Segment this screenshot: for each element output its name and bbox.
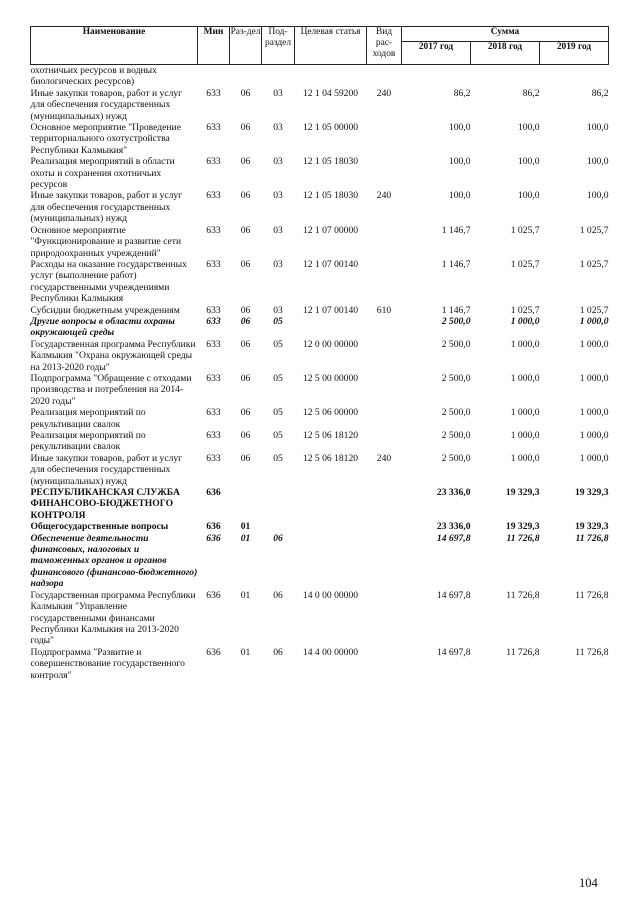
row-razdel: 06 xyxy=(240,258,251,270)
row-vid-rashodov xyxy=(367,590,402,647)
row-podrazdel xyxy=(262,65,295,88)
row-vid-rashodov xyxy=(367,316,402,339)
row-min: 633 xyxy=(206,304,221,316)
row-celevaya-statya: 12 1 05 18030 xyxy=(302,190,359,202)
row-celevaya-statya xyxy=(295,521,367,532)
header-year-2019: 2019 год xyxy=(540,42,609,65)
row-razdel: 06 xyxy=(240,315,251,327)
row-min: 636 xyxy=(206,646,221,658)
row-sum-2018: 1 000,0 xyxy=(510,430,540,441)
row-min: 633 xyxy=(206,315,221,327)
row-sum-2018: 11 726,8 xyxy=(506,532,540,544)
row-sum-2019: 19 329,3 xyxy=(574,487,609,499)
row-vid-rashodov xyxy=(367,373,402,407)
row-celevaya-statya: 14 4 00 00000 xyxy=(302,646,359,658)
row-sum-2019: 1 025,7 xyxy=(579,304,609,316)
row-name: Государственная программа Республики Калмыкия "Управление государственными финансами Республики Калмыкия на 2013-2020 годы" xyxy=(30,589,196,647)
row-min: 633 xyxy=(206,156,221,168)
row-podrazdel: 06 xyxy=(273,589,283,601)
row-name: Основное мероприятие "Функционирование и развитие сети природоохранных учреждений" xyxy=(30,224,182,259)
header-summa: Сумма xyxy=(402,27,609,42)
row-name: Иные закупки товаров, работ и услуг для обеспечения государственных (муниципальных) нужд xyxy=(30,190,183,225)
row-vid-rashodov xyxy=(367,430,402,453)
row-razdel: 01 xyxy=(240,646,251,658)
row-sum-2017: 2 500,0 xyxy=(441,452,471,464)
row-podrazdel: 05 xyxy=(273,338,283,350)
table-row xyxy=(31,156,609,190)
row-celevaya-statya: 12 1 04 59200 xyxy=(302,87,359,99)
row-min: 633 xyxy=(206,190,221,202)
row-podrazdel: 03 xyxy=(273,122,283,134)
row-sum-2019: 1 025,7 xyxy=(579,224,609,236)
table-row xyxy=(31,316,609,339)
row-min: 633 xyxy=(206,258,221,270)
row-sum-2019: 1 000,0 xyxy=(579,430,609,441)
row-razdel: 06 xyxy=(240,87,251,99)
row-celevaya-statya: 12 5 00 00000 xyxy=(302,372,359,384)
row-min: 633 xyxy=(206,452,221,464)
row-name: Субсидии бюджетным учреждениям xyxy=(30,304,180,316)
row-min: 636 xyxy=(206,589,221,601)
header-celevaya-statya: Целевая статья xyxy=(295,27,367,65)
header-year-2018: 2018 год xyxy=(471,42,540,65)
row-celevaya-statya: 12 0 00 00000 xyxy=(302,338,359,350)
row-podrazdel xyxy=(262,521,295,532)
row-razdel: 01 xyxy=(240,589,251,601)
row-sum-2017: 1 146,7 xyxy=(441,304,471,316)
row-vid-rashodov xyxy=(367,407,402,430)
row-sum-2018: 100,0 xyxy=(517,122,540,134)
row-sum-2018: 11 726,8 xyxy=(506,646,540,658)
row-podrazdel: 06 xyxy=(273,532,283,544)
row-razdel: 06 xyxy=(240,304,251,316)
table-row xyxy=(31,407,609,430)
header-min: Мин xyxy=(198,27,230,65)
row-sum-2018: 1 025,7 xyxy=(510,304,540,316)
row-sum-2017: 1 146,7 xyxy=(441,224,471,236)
row-razdel: 06 xyxy=(240,156,251,168)
row-sum-2018: 1 025,7 xyxy=(510,258,540,270)
row-name: Иные закупки товаров, работ и услуг для обеспечения государственных (муниципальных) нужд xyxy=(30,87,183,122)
row-sum-2019: 1 000,0 xyxy=(579,372,609,384)
row-podrazdel: 06 xyxy=(273,646,283,658)
row-sum-2019 xyxy=(540,65,609,88)
row-name: Реализация мероприятий по рекультивации свалок xyxy=(30,407,146,430)
row-sum-2018: 19 329,3 xyxy=(505,521,540,533)
row-min: 633 xyxy=(206,338,221,350)
header-name: Наименование xyxy=(31,27,198,65)
row-razdel xyxy=(230,65,262,88)
row-vid-rashodov xyxy=(367,521,402,532)
row-sum-2018: 1 000,0 xyxy=(510,452,540,464)
row-vid-rashodov xyxy=(367,259,402,305)
table-row xyxy=(31,259,609,305)
row-sum-2017: 86,2 xyxy=(453,87,471,99)
row-name: Обеспечение деятельности финансовых, налоговых и таможенных органов и органов финансового (финансово-бюджетного) надзора xyxy=(30,532,198,590)
row-vid-rashodov xyxy=(367,122,402,156)
row-sum-2017: 2 500,0 xyxy=(441,315,471,327)
row-min: 633 xyxy=(206,372,221,384)
row-min: 636 xyxy=(206,532,221,544)
row-sum-2019: 19 329,3 xyxy=(574,521,609,533)
row-sum-2018: 86,2 xyxy=(522,87,540,99)
budget-table xyxy=(30,26,609,681)
row-sum-2017: 23 336,0 xyxy=(436,521,471,533)
row-vid-rashodov xyxy=(367,533,402,590)
row-sum-2017: 14 697,8 xyxy=(436,646,471,658)
row-razdel: 01 xyxy=(240,532,251,544)
row-name: Реализация мероприятий по рекультивации свалок xyxy=(30,430,146,453)
table-row xyxy=(31,225,609,259)
row-sum-2017: 2 500,0 xyxy=(441,407,471,419)
row-razdel: 01 xyxy=(240,521,251,533)
table-row xyxy=(31,487,609,521)
row-vid-rashodov: 240 xyxy=(376,190,392,202)
row-razdel: 06 xyxy=(240,224,251,236)
row-name: Расходы на оказание государственных услуг (выполнение работ) государственными учреждениями Республики Калмыкия xyxy=(30,258,187,305)
row-celevaya-statya: 12 1 07 00000 xyxy=(302,224,359,236)
row-name: охотничьих ресурсов и водных биологических ресурсов) xyxy=(30,65,157,88)
row-razdel: 06 xyxy=(240,122,251,134)
table-row xyxy=(31,339,609,373)
row-name: Подпрограмма "Развитие и совершенствование государственного контроля" xyxy=(30,646,185,681)
row-sum-2017: 14 697,8 xyxy=(436,589,471,601)
row-sum-2017: 100,0 xyxy=(448,156,471,168)
row-podrazdel xyxy=(262,487,295,521)
row-name: Реализация мероприятий в области охоты и сохранения охотничьих ресурсов xyxy=(30,156,175,191)
row-vid-rashodov: 240 xyxy=(376,452,392,464)
row-sum-2019: 86,2 xyxy=(591,87,609,99)
row-sum-2019: 1 000,0 xyxy=(579,407,609,419)
row-sum-2019: 11 726,8 xyxy=(575,646,609,658)
row-celevaya-statya: 12 5 06 18120 xyxy=(302,452,359,464)
row-name: Иные закупки товаров, работ и услуг для обеспечения государственных (муниципальных) нужд xyxy=(30,452,183,487)
table-row xyxy=(31,373,609,407)
table-row xyxy=(31,647,609,681)
table-row xyxy=(31,65,609,88)
row-razdel: 06 xyxy=(240,372,251,384)
table-row xyxy=(31,453,609,487)
row-celevaya-statya: 12 1 07 00140 xyxy=(302,304,359,316)
row-name: Государственная программа Республики Калмыкия "Охрана окружающей среды на 2013-2020 годы" xyxy=(30,338,196,373)
row-sum-2019: 1 025,7 xyxy=(579,258,609,270)
row-vid-rashodov xyxy=(367,156,402,190)
row-vid-rashodov xyxy=(367,647,402,681)
row-razdel: 06 xyxy=(240,407,251,419)
row-sum-2017: 1 146,7 xyxy=(441,258,471,270)
row-celevaya-statya: 12 1 07 00140 xyxy=(302,258,359,270)
row-podrazdel: 03 xyxy=(273,304,283,316)
row-razdel: 06 xyxy=(240,190,251,202)
row-sum-2018: 1 000,0 xyxy=(510,372,540,384)
header-podrazdel: Под-раздел xyxy=(262,27,295,65)
row-sum-2017: 100,0 xyxy=(448,122,471,134)
row-min: 633 xyxy=(206,430,221,441)
row-sum-2018 xyxy=(471,65,540,88)
row-sum-2018: 11 726,8 xyxy=(506,589,540,601)
row-razdel xyxy=(230,487,262,521)
row-sum-2019: 11 726,8 xyxy=(575,532,609,544)
row-vid-rashodov xyxy=(367,225,402,259)
row-min: 633 xyxy=(206,224,221,236)
row-sum-2019: 11 726,8 xyxy=(575,589,609,601)
header-razdel: Раз-дел xyxy=(230,27,262,65)
row-sum-2019: 1 000,0 xyxy=(579,452,609,464)
row-vid-rashodov xyxy=(367,487,402,521)
row-name: Основное мероприятие "Проведение территориального охотустройства Республики Калмыкия" xyxy=(30,122,181,156)
page-number: 104 xyxy=(579,876,598,890)
row-vid-rashodov: 610 xyxy=(376,304,392,316)
table-row xyxy=(31,190,609,224)
row-sum-2017: 14 697,8 xyxy=(436,532,471,544)
row-podrazdel: 03 xyxy=(273,156,283,168)
row-podrazdel: 05 xyxy=(273,407,283,419)
row-sum-2018: 1 000,0 xyxy=(510,315,540,327)
table-row xyxy=(31,305,609,316)
row-podrazdel: 03 xyxy=(273,258,283,270)
row-sum-2019: 100,0 xyxy=(586,190,609,202)
row-podrazdel: 05 xyxy=(273,315,283,327)
row-razdel: 06 xyxy=(240,452,251,464)
table-row xyxy=(31,533,609,590)
row-name: Общегосударственные вопросы xyxy=(30,521,169,533)
row-sum-2018: 100,0 xyxy=(517,190,540,202)
row-sum-2019: 1 000,0 xyxy=(579,338,609,350)
row-sum-2017: 2 500,0 xyxy=(441,430,471,441)
row-min xyxy=(198,65,230,88)
row-celevaya-statya: 14 0 00 00000 xyxy=(302,589,359,601)
row-podrazdel: 03 xyxy=(273,87,283,99)
header-year-2017: 2017 год xyxy=(402,42,471,65)
row-min: 636 xyxy=(206,487,221,499)
row-sum-2018: 19 329,3 xyxy=(505,487,540,499)
row-sum-2019: 100,0 xyxy=(586,156,609,168)
table-row xyxy=(31,521,609,532)
row-celevaya-statya xyxy=(295,533,367,590)
row-sum-2019: 100,0 xyxy=(586,122,609,134)
table-row xyxy=(31,590,609,647)
row-razdel: 06 xyxy=(240,338,251,350)
table-body xyxy=(31,65,609,681)
row-min: 633 xyxy=(206,407,221,419)
row-podrazdel: 05 xyxy=(273,372,283,384)
row-sum-2017: 2 500,0 xyxy=(441,338,471,350)
row-vid-rashodov xyxy=(367,339,402,373)
row-min: 633 xyxy=(206,87,221,99)
row-sum-2017: 2 500,0 xyxy=(441,372,471,384)
row-name: Подпрограмма "Обращение с отходами производства и потребления на 2014-2020 годы" xyxy=(30,372,192,407)
row-celevaya-statya xyxy=(295,316,367,339)
row-sum-2018: 1 000,0 xyxy=(510,407,540,419)
table-row xyxy=(31,88,609,122)
row-sum-2018: 100,0 xyxy=(517,156,540,168)
row-celevaya-statya xyxy=(295,65,367,88)
row-sum-2018: 1 000,0 xyxy=(510,338,540,350)
row-vid-rashodov: 240 xyxy=(376,87,392,99)
row-name: Другие вопросы в области охраны окружающей среды xyxy=(30,315,175,339)
row-vid-rashodov xyxy=(367,65,402,88)
table-row xyxy=(31,430,609,453)
row-razdel: 06 xyxy=(240,430,251,441)
row-sum-2018: 1 025,7 xyxy=(510,224,540,236)
row-name: РЕСПУБЛИКАНСКАЯ СЛУЖБА ФИНАНСОВО-БЮДЖЕТНОГО КОНТРОЛЯ xyxy=(30,487,180,521)
row-podrazdel: 03 xyxy=(273,224,283,236)
row-podrazdel: 05 xyxy=(273,452,283,464)
row-min: 636 xyxy=(206,521,221,533)
row-sum-2017 xyxy=(402,65,471,88)
header-vid-rashodov: Вид рас-ходов xyxy=(367,27,402,65)
row-celevaya-statya: 12 5 06 18120 xyxy=(302,430,359,441)
table-row xyxy=(31,122,609,156)
row-podrazdel: 05 xyxy=(273,430,283,441)
row-celevaya-statya xyxy=(295,487,367,521)
row-celevaya-statya: 12 1 05 18030 xyxy=(302,156,359,168)
row-podrazdel: 03 xyxy=(273,190,283,202)
row-sum-2017: 100,0 xyxy=(448,190,471,202)
row-sum-2019: 1 000,0 xyxy=(579,315,609,327)
row-min: 633 xyxy=(206,122,221,134)
row-celevaya-statya: 12 5 06 00000 xyxy=(302,407,359,419)
row-celevaya-statya: 12 1 05 00000 xyxy=(302,122,359,134)
row-sum-2017: 23 336,0 xyxy=(436,487,471,499)
table-header xyxy=(31,27,609,65)
